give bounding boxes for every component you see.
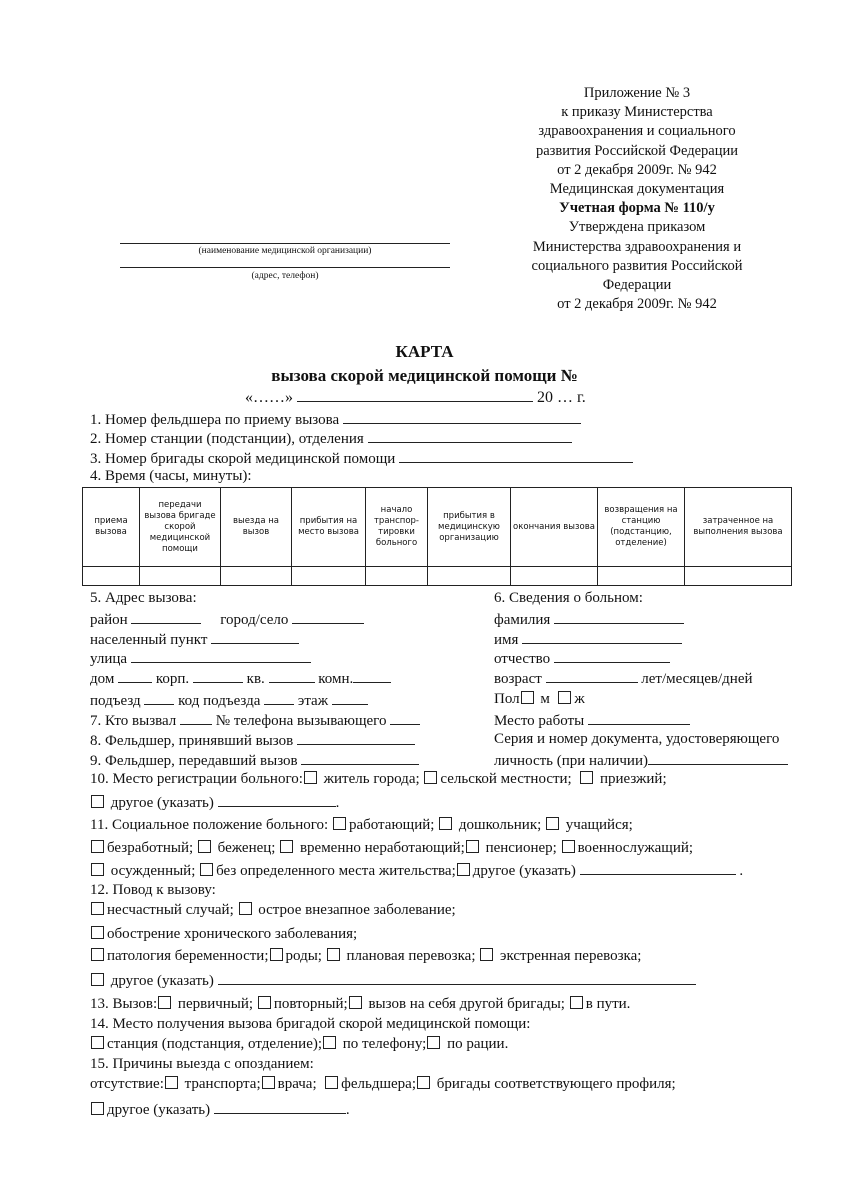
org-address-caption: (адрес, телефон) bbox=[251, 271, 319, 281]
emergency-transport-checkbox[interactable] bbox=[480, 948, 493, 961]
refugee-checkbox[interactable] bbox=[198, 840, 211, 853]
header-line: развития Российской Федерации bbox=[536, 142, 738, 159]
time-cell[interactable] bbox=[221, 567, 292, 586]
childbirth-checkbox[interactable] bbox=[270, 948, 283, 961]
time-cell[interactable] bbox=[598, 567, 685, 586]
field-12-row-2: обострение хронического заболевания; bbox=[90, 926, 357, 943]
org-name-line[interactable] bbox=[120, 243, 450, 244]
field-12-row-4: другое (указать) bbox=[90, 971, 696, 990]
entrance-row: подъезд код подъезда этаж bbox=[90, 691, 368, 710]
primary-call-checkbox[interactable] bbox=[158, 996, 171, 1009]
caller-phone-input[interactable] bbox=[390, 711, 420, 725]
patronymic-input[interactable] bbox=[554, 649, 670, 663]
field-15-row-2: другое (указать) . bbox=[90, 1100, 350, 1119]
house-row: дом корп. кв. комн. bbox=[90, 669, 391, 688]
other-registration-input[interactable] bbox=[218, 793, 336, 807]
working-checkbox[interactable] bbox=[333, 817, 346, 830]
district-input[interactable] bbox=[131, 610, 201, 624]
pensioner-checkbox[interactable] bbox=[466, 840, 479, 853]
street-row: улица bbox=[90, 649, 311, 668]
sex-row: Пол м ж bbox=[494, 691, 585, 707]
unemployed-checkbox[interactable] bbox=[91, 840, 104, 853]
field-3-input[interactable] bbox=[399, 449, 633, 463]
col-header: передачи вызова бригаде скорой медицинской помощи bbox=[140, 488, 221, 567]
col-header: приема вызова bbox=[83, 488, 140, 567]
entrance-code-input[interactable] bbox=[264, 691, 294, 705]
field-11: 11. Социальное положение больного: работающий; дошкольник; учащийся; bbox=[90, 817, 633, 833]
no-doctor-checkbox[interactable] bbox=[262, 1076, 275, 1089]
time-cell[interactable] bbox=[685, 567, 792, 586]
workplace-row: Место работы bbox=[494, 711, 690, 730]
header-line: от 2 декабря 2009г. № 942 bbox=[557, 296, 717, 313]
surname-row: фамилия bbox=[494, 610, 684, 629]
street-input[interactable] bbox=[131, 649, 311, 663]
header-line: к приказу Министерства bbox=[561, 104, 713, 121]
resident-city-checkbox[interactable] bbox=[304, 771, 317, 784]
other-delay-input[interactable] bbox=[214, 1100, 346, 1114]
resident-rural-checkbox[interactable] bbox=[424, 771, 437, 784]
col-header: прибытия в медицинскую организацию bbox=[428, 488, 511, 567]
header-line: Утверждена приказом bbox=[568, 219, 706, 236]
call-to-other-team-checkbox[interactable] bbox=[349, 996, 362, 1009]
header-line: социального развития Российской bbox=[531, 257, 743, 274]
field-12-row-1: несчастный случай; острое внезапное заболевание; bbox=[90, 902, 456, 919]
visitor-checkbox[interactable] bbox=[580, 771, 593, 784]
student-checkbox[interactable] bbox=[546, 817, 559, 830]
planned-transport-checkbox[interactable] bbox=[327, 948, 340, 961]
time-cell[interactable] bbox=[140, 567, 221, 586]
header-line: Федерации bbox=[602, 277, 672, 294]
field-14: 14. Место получения вызова бригадой скорой медицинской помощи: bbox=[90, 1016, 531, 1032]
header-line: Министерства здравоохранения и bbox=[532, 238, 742, 255]
time-cell[interactable] bbox=[428, 567, 511, 586]
field-14-row: станция (подстанция, отделение); по телефону; по рации. bbox=[90, 1036, 508, 1053]
field-9-input[interactable] bbox=[301, 751, 419, 765]
field-12: 12. Повод к вызову: bbox=[90, 882, 216, 898]
on-route-checkbox[interactable] bbox=[570, 996, 583, 1009]
date-line bbox=[245, 388, 586, 407]
apartment-input[interactable] bbox=[269, 669, 315, 683]
field-10: 10. Место регистрации больного: житель города; сельской местности; приезжий; bbox=[90, 771, 667, 787]
field-2-input[interactable] bbox=[368, 429, 572, 443]
card-title: КАРТА bbox=[395, 342, 454, 361]
age-row: возраст лет/месяцев/дней bbox=[494, 671, 753, 687]
document-row-2: личность (при наличии) bbox=[494, 751, 788, 770]
document-row: Серия и номер документа, удостоверяющего bbox=[494, 731, 780, 747]
name-row: имя bbox=[494, 630, 682, 649]
age-input[interactable] bbox=[546, 669, 638, 683]
workplace-input[interactable] bbox=[588, 711, 690, 725]
house-input[interactable] bbox=[118, 669, 152, 683]
pregnancy-pathology-checkbox[interactable] bbox=[91, 948, 104, 961]
sex-female-checkbox[interactable] bbox=[558, 691, 571, 704]
header-line: Приложение № 3 bbox=[583, 85, 691, 101]
field-11-row-2: безработный; беженец; временно неработающий; пенсионер; военнослужащий; bbox=[90, 840, 693, 857]
by-radio-checkbox[interactable] bbox=[427, 1036, 440, 1049]
col-header: начало транспор-тировки больного bbox=[366, 488, 428, 567]
org-name-caption: (наименование медицинской организации) bbox=[198, 246, 372, 256]
temp-unemployed-checkbox[interactable] bbox=[280, 840, 293, 853]
col-header: затраченное на выполнения вызова bbox=[685, 488, 792, 567]
time-table bbox=[82, 487, 792, 586]
form-number: Учетная форма № 110/у bbox=[559, 200, 715, 217]
settlement-input[interactable] bbox=[211, 630, 299, 644]
approval-header bbox=[496, 84, 778, 314]
field-15-row-1: отсутствие: транспорта; врача; фельдшера; бригады соответствующего профиля; bbox=[90, 1076, 676, 1092]
patronymic-row: отчество bbox=[494, 649, 670, 668]
other-registration-checkbox[interactable] bbox=[91, 795, 104, 808]
field-1-input[interactable] bbox=[343, 410, 581, 424]
document-input[interactable] bbox=[648, 751, 788, 765]
header-line: Медицинская документация bbox=[549, 181, 725, 198]
caller-input[interactable] bbox=[180, 711, 212, 725]
sex-male-checkbox[interactable] bbox=[521, 691, 534, 704]
homeless-checkbox[interactable] bbox=[200, 863, 213, 876]
other-reason-checkbox[interactable] bbox=[91, 973, 104, 986]
field-3: 3. Номер бригады скорой медицинской помощи bbox=[90, 449, 633, 468]
floor-input[interactable] bbox=[332, 691, 368, 705]
field-12-row-3: патология беременности; роды; плановая перевозка; экстренная перевозка; bbox=[90, 948, 641, 965]
settlement-row: населенный пункт bbox=[90, 630, 299, 649]
chronic-exacerbation-checkbox[interactable] bbox=[91, 926, 104, 939]
other-social-checkbox[interactable] bbox=[457, 863, 470, 876]
accident-checkbox[interactable] bbox=[91, 902, 104, 915]
address-title: 5. Адрес вызова: bbox=[90, 590, 197, 606]
field-1: 1. Номер фельдшера по приему вызова bbox=[90, 410, 581, 429]
field-8-input[interactable] bbox=[297, 731, 415, 745]
time-cell[interactable] bbox=[511, 567, 598, 586]
field-4: 4. Время (часы, минуты): bbox=[90, 468, 252, 484]
field-9: 9. Фельдшер, передавший вызов bbox=[90, 751, 419, 770]
no-paramedic-checkbox[interactable] bbox=[325, 1076, 338, 1089]
card-subtitle: вызова скорой медицинской помощи № bbox=[271, 366, 578, 385]
time-cell[interactable] bbox=[366, 567, 428, 586]
city-input[interactable] bbox=[292, 610, 364, 624]
date-year: 20 … г. bbox=[537, 389, 586, 406]
military-checkbox[interactable] bbox=[562, 840, 575, 853]
convict-checkbox[interactable] bbox=[91, 863, 104, 876]
field-11-row-3: осужденный; без определенного места жительства; другое (указать) . bbox=[90, 861, 743, 880]
by-phone-checkbox[interactable] bbox=[323, 1036, 336, 1049]
other-social-input[interactable] bbox=[580, 861, 736, 875]
other-reason-input[interactable] bbox=[218, 971, 696, 985]
station-checkbox[interactable] bbox=[91, 1036, 104, 1049]
building-input[interactable] bbox=[193, 669, 243, 683]
repeat-call-checkbox[interactable] bbox=[258, 996, 271, 1009]
entrance-input[interactable] bbox=[144, 691, 174, 705]
patient-title: 6. Сведения о больном: bbox=[494, 590, 643, 606]
date-day: «……» bbox=[245, 389, 293, 406]
field-10-other: другое (указать) . bbox=[90, 793, 339, 812]
col-header: прибытия на место вызова bbox=[292, 488, 366, 567]
no-team-checkbox[interactable] bbox=[417, 1076, 430, 1089]
col-header: окончания вызова bbox=[511, 488, 598, 567]
col-header: выезда на вызов bbox=[221, 488, 292, 567]
field-7: 7. Кто вызвал № телефона вызывающего bbox=[90, 711, 420, 730]
surname-input[interactable] bbox=[554, 610, 684, 624]
field-13: 13. Вызов: первичный; повторный; вызов на себя другой бригады; в пути. bbox=[90, 996, 631, 1012]
other-delay-checkbox[interactable] bbox=[91, 1102, 104, 1115]
time-cell[interactable] bbox=[83, 567, 140, 586]
time-cell[interactable] bbox=[292, 567, 366, 586]
acute-illness-checkbox[interactable] bbox=[239, 902, 252, 915]
col-header: возвращения на станцию (подстанцию, отделение) bbox=[598, 488, 685, 567]
no-transport-checkbox[interactable] bbox=[165, 1076, 178, 1089]
address-district-row: район город/село bbox=[90, 610, 364, 629]
org-address-line[interactable] bbox=[120, 267, 450, 268]
field-8: 8. Фельдшер, принявший вызов bbox=[90, 731, 415, 750]
room-input[interactable] bbox=[353, 669, 391, 683]
name-input[interactable] bbox=[522, 630, 682, 644]
header-line: от 2 декабря 2009г. № 942 bbox=[557, 161, 717, 178]
date-month-input[interactable] bbox=[297, 388, 533, 402]
field-15: 15. Причины выезда с опозданием: bbox=[90, 1056, 314, 1072]
field-2: 2. Номер станции (подстанции), отделения bbox=[90, 429, 572, 448]
header-line: здравоохранения и социального bbox=[538, 123, 736, 140]
preschooler-checkbox[interactable] bbox=[439, 817, 452, 830]
